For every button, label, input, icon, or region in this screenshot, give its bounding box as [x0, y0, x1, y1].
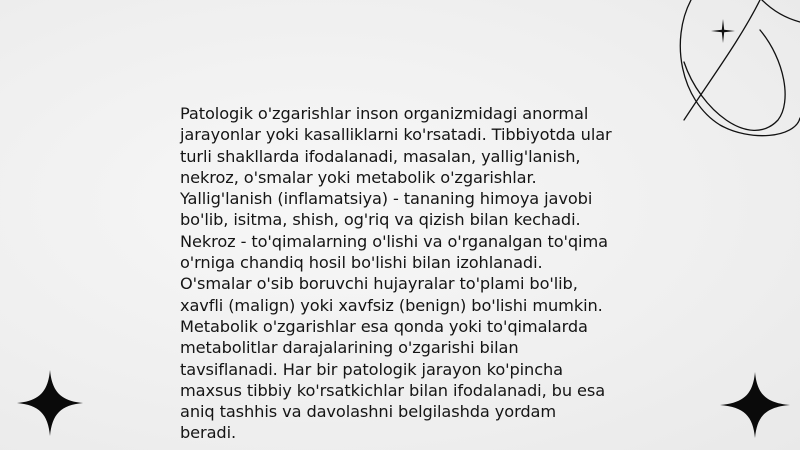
body-text: Patologik o'zgarishlar inson organizmidagi anormal jarayonlar yoki kasalliklarni ko'rsatadi. Tibbiyotda ular turli shakllarda ifodalanadi, masalan, yallig'lanish, nekroz, o'smalar yoki metabolik o'zgarishlar. Yallig'lanish (inflamatsiya) - tananing himoya javobi bo'lib, isitma, shish, og'riq va qizish bilan kechadi. Nekroz - to'qimalarning o'lishi va o'rganalgan to'qima o'rniga chandiq hosil bo'lishi bilan izohlanadi. O'smalar o'sib boruvchi hujayralar to'plami bo'lib, xavfli (malign) yoki xavfsiz (benign) bo'lishi mumkin. Metabolik o'zgarishlar esa qonda yoki to'qimalarda metabolitlar darajalarining o'zgarishi bilan tavsiflanadi. Har bir patologik jarayon ko'pincha maxsus tibbiy ko'rsatkichlar bilan ifodalanadi, bu esa aniq tashhis va davolashni belgilashda yordam beradi. [180, 104, 612, 443]
sparkle-star-icon [720, 372, 790, 438]
sparkle-star-icon [17, 370, 83, 436]
small-sparkle-icon [711, 19, 735, 43]
